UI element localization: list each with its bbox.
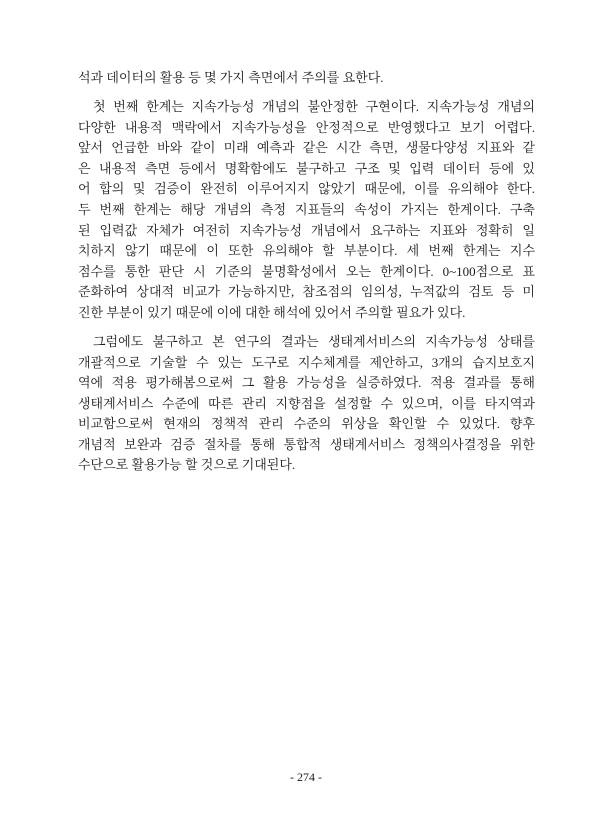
text-line: 앞서 언급한 바와 같이 미래 예측과 같은 시간 측면, 생물다양성 지표와 같 bbox=[78, 140, 535, 156]
text-line: 석과 데이터의 활용 등 몇 가지 측면에서 주의를 요한다. bbox=[78, 70, 384, 85]
text-line: 수단으로 활용가능 할 것으로 기대된다. bbox=[78, 457, 296, 473]
paragraph-continued bbox=[78, 68, 535, 89]
text-line: 어 합의 및 검증이 완전히 이루어지지 않았기 때문에, 이를 유의해야 한다. bbox=[78, 181, 535, 197]
text-line: 그럼에도 불구하고 본 연구의 결과는 생태계서비스의 지속가능성 상태를 bbox=[93, 333, 535, 349]
body-text bbox=[78, 68, 535, 476]
text-line: 첫 번째 한계는 지속가능성 개념의 불안정한 구현이다. 지속가능성 개념의 bbox=[93, 98, 535, 114]
text-line: 준화하여 상대적 비교가 가능하지만, 참조점의 임의성, 누적값의 검토 등 미 bbox=[78, 284, 535, 300]
text-line: 생태계서비스 수준에 따른 관리 지향점을 설정할 수 있으며, 이를 타지역과 bbox=[78, 395, 535, 411]
page-number: - 274 - bbox=[290, 770, 322, 784]
text-line: 점수를 통한 판단 시 기준의 불명확성에서 오는 한계이다. 0~100점으로 표 bbox=[78, 263, 535, 279]
paragraph-limitations bbox=[78, 97, 535, 324]
text-line: 두 번째 한계는 해당 개념의 측정 지표들의 속성이 가지는 한계이다. 구축 bbox=[78, 201, 535, 217]
text-line: 은 내용적 측면 등에서 명확함에도 불구하고 구조 및 입력 데이터 등에 있 bbox=[78, 160, 535, 176]
text-line: 치하지 않기 때문에 이 또한 유의해야 할 부분이다. 세 번째 한계는 지수 bbox=[78, 243, 535, 259]
paragraph-conclusion bbox=[78, 332, 535, 476]
text-line: 개괄적으로 기술할 수 있는 도구로 지수체계를 제안하고, 3개의 습지보호지 bbox=[78, 354, 535, 370]
text-line: 개념적 보완과 검증 절차를 통해 통합적 생태계서비스 정책의사결정을 위한 bbox=[78, 436, 535, 452]
text-line: 진한 부분이 있기 때문에 이에 대한 해석에 있어서 주의할 필요가 있다. bbox=[78, 304, 466, 320]
text-line: 다양한 내용적 맥락에서 지속가능성을 안정적으로 반영했다고 보기 어렵다. bbox=[78, 119, 535, 135]
text-line: 역에 적용 평가해봄으로써 그 활용 가능성을 실증하였다. 적용 결과를 통해 bbox=[78, 375, 535, 391]
text-line: 된 입력값 자체가 여전히 지속가능성 개념에서 요구하는 지표와 정확히 일 bbox=[78, 222, 535, 238]
text-line: 비교함으로써 현재의 정책적 관리 수준의 위상을 확인할 수 있었다. 향후 bbox=[78, 416, 535, 432]
